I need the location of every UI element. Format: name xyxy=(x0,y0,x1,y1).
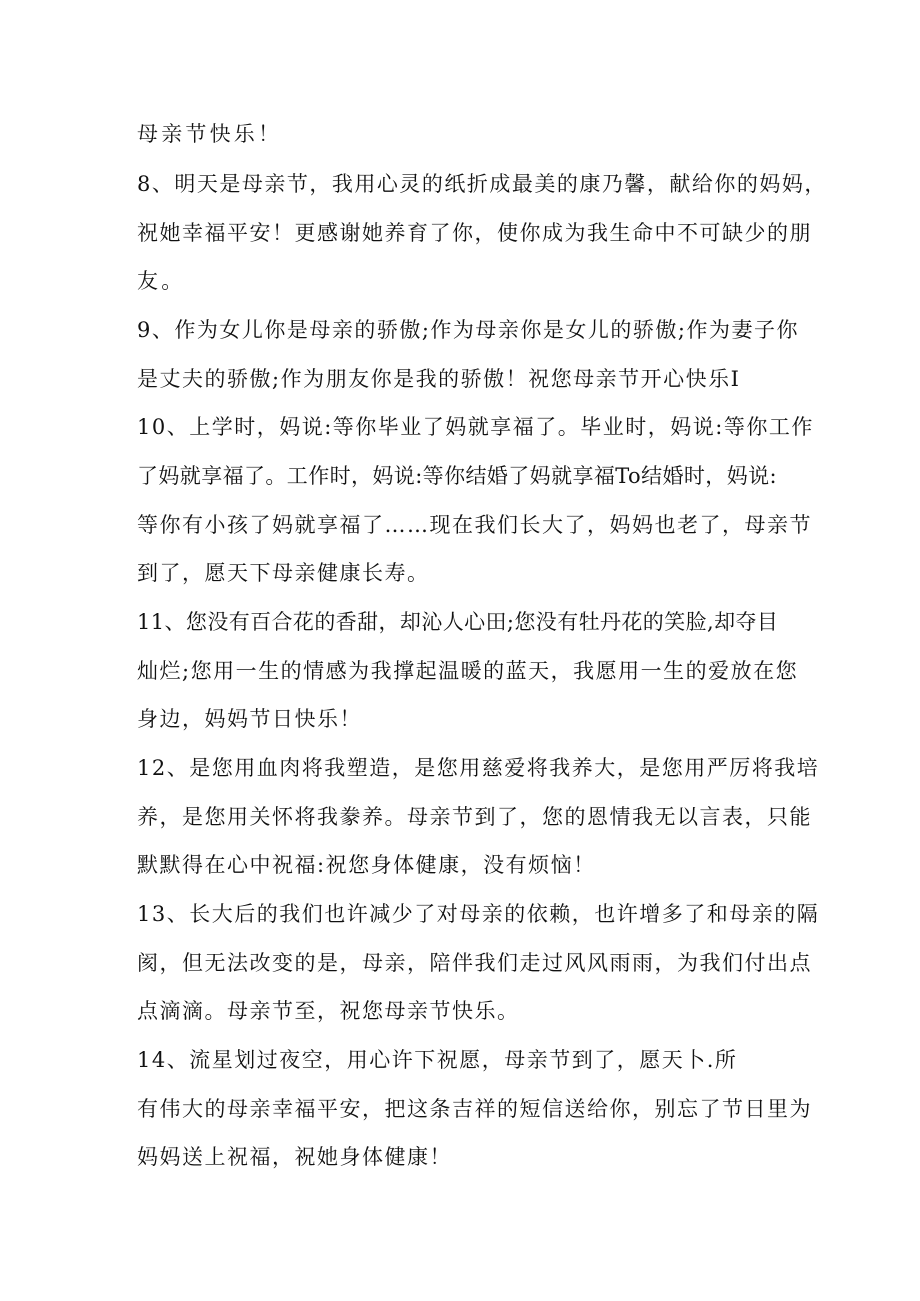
text-line: 养，是您用关怀将我豢养。母亲节到了，您的恩情我无以言表，只能 xyxy=(137,805,812,829)
text-line: 友。 xyxy=(137,269,186,293)
text-line: 11、您没有百合花的香甜，却沁人心田;您没有牡丹花的笑脸,却夺目 xyxy=(137,610,779,634)
text-line: 12、是您用血肉将我塑造，是您用慈爱将我养大，是您用严厉将我培 xyxy=(137,756,820,780)
text-line: 了妈就享福了。工作时，妈说:等你结婚了妈就享福To结婚时，妈说: xyxy=(137,464,777,488)
text-line: 默默得在心中祝福:祝您身体健康，没有烦恼！ xyxy=(137,853,596,877)
text-line: 有伟大的母亲幸福平安，把这条吉祥的短信送给你，别忘了节日里为 xyxy=(137,1097,812,1121)
text-line: 13、长大后的我们也许减少了对母亲的依赖，也许增多了和母亲的隔 xyxy=(137,902,820,926)
text-line: 9、作为女儿你是母亲的骄傲;作为母亲你是女儿的骄傲;作为妻子你 xyxy=(137,318,800,342)
text-line: 阂，但无法改变的是，母亲，陪伴我们走过风风雨雨，为我们付出点 xyxy=(137,951,812,975)
text-line: 妈妈送上祝福，祝她身体健康！ xyxy=(137,1145,452,1169)
text-line: 到了，愿天下母亲健康长寿。 xyxy=(137,561,430,585)
text-line: 等你有小孩了妈就享福了……现在我们长大了，妈妈也老了，母亲节 xyxy=(137,513,812,537)
text-line: 点滴滴。母亲节至，祝您母亲节快乐。 xyxy=(137,999,520,1023)
text-line: 母亲节快乐！ xyxy=(137,122,283,146)
text-line: 是丈夫的骄傲;作为朋友你是我的骄傲！祝您母亲节开心快乐I xyxy=(137,367,741,391)
text-line: 14、流星划过夜空，用心许下祝愿，母亲节到了，愿天卜.所 xyxy=(137,1048,738,1072)
text-line: 身边，妈妈节日快乐！ xyxy=(137,707,362,731)
text-line: 灿烂;您用一生的情感为我撑起温暖的蓝天，我愿用一生的爱放在您 xyxy=(137,659,799,683)
text-line: 祝她幸福平安！更感谢她养育了你，使你成为我生命中不可缺少的朋 xyxy=(137,221,812,245)
text-line: 8、明天是母亲节，我用心灵的纸折成最美的康乃馨，献给你的妈妈， xyxy=(137,172,827,196)
text-line: 10、上学时，妈说:等你毕业了妈就享福了。毕业时，妈说:等你工作 xyxy=(137,415,814,439)
